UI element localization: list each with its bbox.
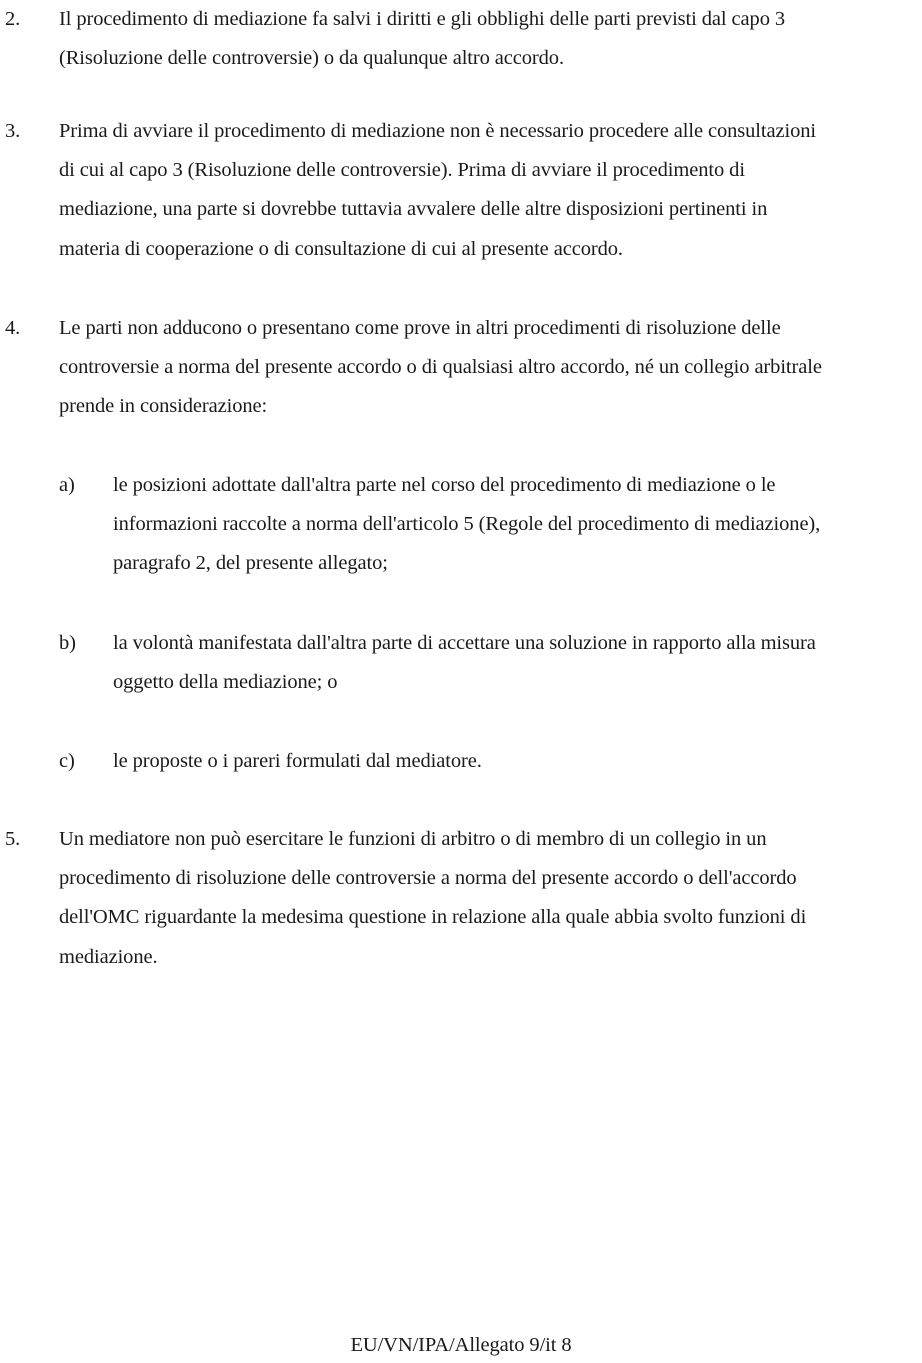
text-line: le posizioni adottate dall'altra parte nel corso del procedimento di mediazione o le (113, 474, 776, 496)
paragraph-number: 4. (5, 317, 21, 339)
text-line: paragrafo 2, del presente allegato; (113, 552, 388, 575)
sub-item-letter: c) (59, 750, 75, 772)
paragraph-text (59, 112, 922, 269)
text-line: oggetto della mediazione; o (113, 671, 338, 694)
sub-item-text (113, 742, 922, 781)
paragraph-number: 5. (5, 828, 21, 850)
text-line: di cui al capo 3 (Risoluzione delle controversie). Prima di avviare il procedimento di (59, 159, 745, 182)
paragraph-number: 2. (5, 8, 21, 30)
paragraph-text (59, 0, 922, 78)
text-line: informazioni raccolte a norma dell'articolo 5 (Regole del procedimento di mediazione), (113, 513, 821, 536)
text-line: Un mediatore non può esercitare le funzioni di arbitro o di membro di un collegio in un (59, 828, 767, 850)
paragraph-number: 3. (5, 120, 21, 142)
text-line: la volontà manifestata dall'altra parte di accettare una soluzione in rapporto alla misura (113, 632, 816, 654)
text-line: Le parti non adducono o presentano come prove in altri procedimenti di risoluzione delle (59, 317, 781, 339)
text-line: mediazione, una parte si dovrebbe tuttavia avvalere delle altre disposizioni pertinenti in (59, 198, 768, 221)
text-line: controversie a norma del presente accordo o di qualsiasi altro accordo, né un collegio arbitrale (59, 356, 822, 379)
text-line: prende in considerazione: (59, 395, 268, 418)
text-line: Prima di avviare il procedimento di mediazione non è necessario procedere alle consultazioni (59, 120, 816, 142)
text-line: Il procedimento di mediazione fa salvi i diritti e gli obblighi delle parti previsti dal capo 3 (59, 8, 786, 30)
text-line: mediazione. (59, 945, 158, 968)
page-footer: EU/VN/IPA/Allegato 9/it 8 (350, 1334, 572, 1356)
sub-item-text (113, 466, 922, 584)
sub-item-text (113, 624, 922, 702)
sub-item-letter: b) (59, 632, 76, 654)
text-line: procedimento di risoluzione delle controversie a norma del presente accordo o dell'accordo (59, 867, 797, 890)
sub-item-letter: a) (59, 474, 75, 496)
text-line: materia di cooperazione o di consultazione di cui al presente accordo. (59, 237, 623, 260)
text-line: (Risoluzione delle controversie) o da qualunque altro accordo. (59, 47, 564, 70)
paragraph-text (59, 309, 922, 427)
paragraph-text (59, 820, 922, 977)
text-line: le proposte o i pareri formulati dal mediatore. (113, 750, 482, 772)
text-line: dell'OMC riguardante la medesima questione in relazione alla quale abbia svolto funzioni di (59, 906, 807, 929)
